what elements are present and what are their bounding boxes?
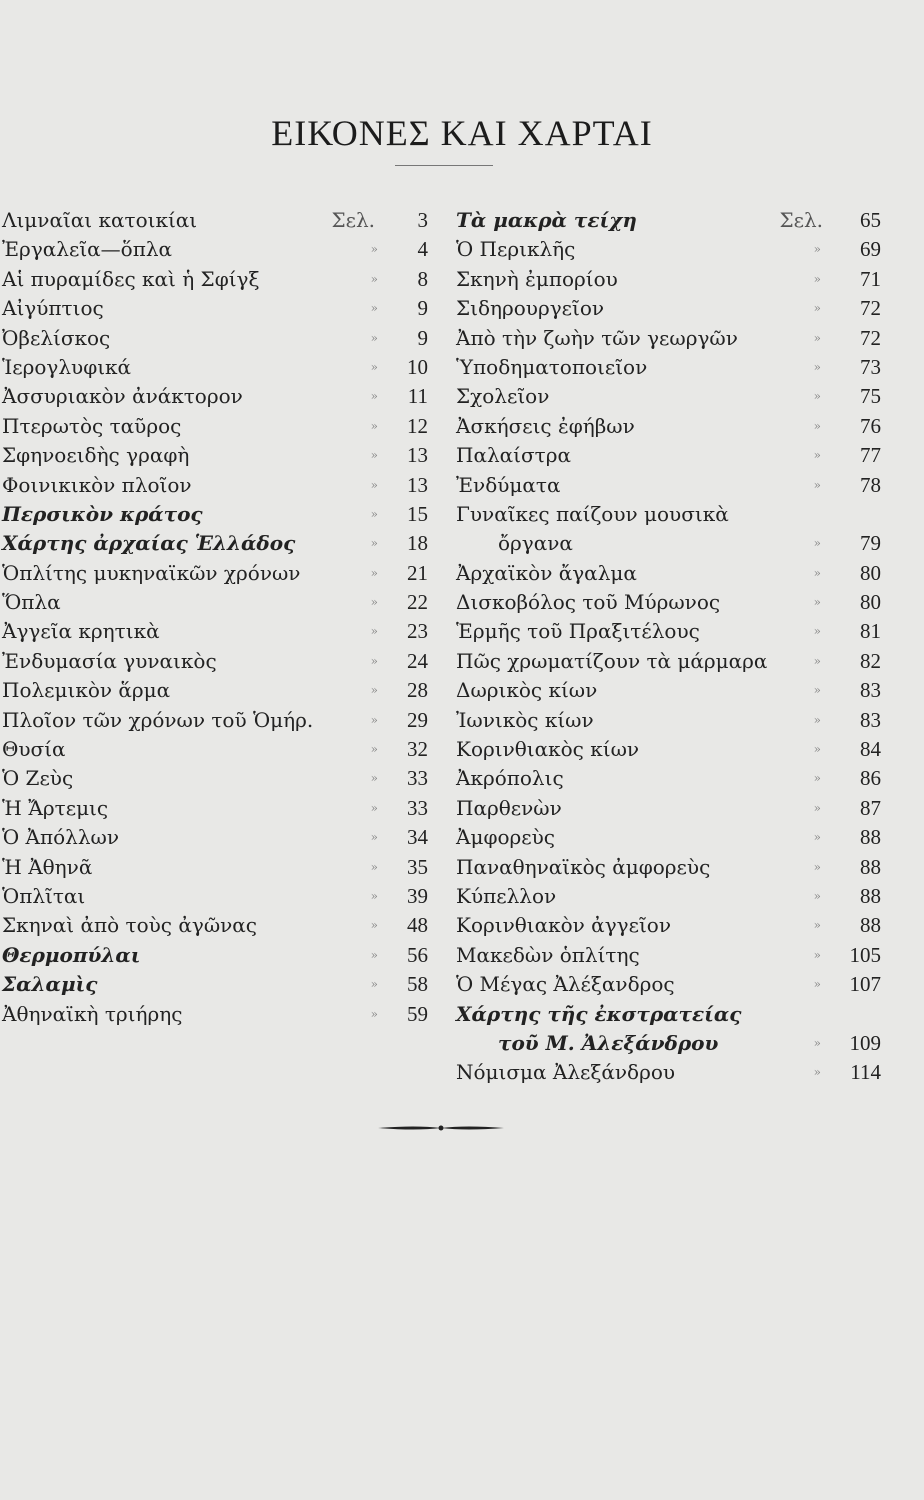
contents-entry — [456, 1000, 881, 1029]
entry-title: Κορινθιακὸν ἀγγεῖον — [456, 913, 671, 938]
contents-entry — [2, 588, 430, 617]
entry-title: Παναθηναϊκὸς ἀμφορεὺς — [456, 854, 711, 879]
page-number: 13 — [407, 472, 428, 497]
contents-entry — [2, 706, 430, 735]
ditto-mark: » — [370, 888, 378, 903]
page-number: 34 — [407, 825, 428, 850]
entry-title: Ὁ Περικλῆς — [456, 237, 576, 262]
ditto-mark: » — [813, 624, 821, 639]
ditto-mark: » — [370, 536, 378, 551]
ditto-mark: » — [813, 1065, 821, 1080]
page-number: 82 — [860, 648, 881, 673]
ditto-mark: » — [813, 918, 821, 933]
contents-entry — [456, 500, 881, 529]
page-number: 15 — [407, 501, 428, 526]
entry-title: Δωρικὸς κίων — [456, 678, 598, 703]
entry-title: Γυναῖκες παίζουν μουσικὰ — [456, 501, 729, 526]
contents-entry — [2, 617, 430, 646]
contents-left-column — [2, 206, 430, 1029]
page-number: 88 — [860, 854, 881, 879]
ditto-mark: » — [370, 448, 378, 463]
ditto-mark: » — [370, 301, 378, 316]
entry-title: Ἀσκήσεις ἐφήβων — [456, 413, 635, 438]
contents-right-column — [456, 206, 881, 1088]
contents-entry — [2, 735, 430, 764]
ditto-mark: » — [370, 771, 378, 786]
page-number: 75 — [860, 384, 881, 409]
contents-entry — [2, 794, 430, 823]
page-number: 33 — [407, 766, 428, 791]
contents-entry — [2, 324, 430, 353]
page-number: 105 — [849, 942, 881, 967]
ditto-mark: » — [813, 977, 821, 992]
ditto-mark: » — [370, 830, 378, 845]
ditto-mark: » — [813, 653, 821, 668]
ditto-mark: » — [813, 271, 821, 286]
ditto-mark: » — [813, 565, 821, 580]
ditto-mark: » — [813, 712, 821, 727]
contents-entry — [456, 559, 881, 588]
contents-entry — [2, 294, 430, 323]
contents-entry — [456, 970, 881, 999]
ditto-mark: » — [813, 888, 821, 903]
ditto-mark: » — [813, 830, 821, 845]
page-number: 72 — [860, 296, 881, 321]
page-number: 3 — [417, 208, 428, 232]
ditto-mark: » — [813, 330, 821, 345]
contents-entry — [2, 1000, 430, 1029]
entry-title: Ἀγγεῖα κρητικὰ — [2, 619, 160, 644]
contents-entry — [456, 382, 881, 411]
page-number: 77 — [860, 443, 881, 468]
ditto-mark: » — [370, 947, 378, 962]
ditto-mark: » — [370, 712, 378, 727]
ditto-mark: » — [370, 1006, 378, 1021]
page-title: ΕΙΚΟΝΕΣ ΚΑΙ ΧΑΡΤΑΙ — [271, 113, 653, 153]
page-number: 114 — [850, 1060, 881, 1085]
page-number: 8 — [417, 266, 428, 291]
contents-entry — [456, 588, 881, 617]
ditto-mark: » — [813, 859, 821, 874]
contents-entry — [456, 764, 881, 793]
contents-entry — [2, 882, 430, 911]
contents-entry — [456, 647, 881, 676]
entry-title: Ὀβελίσκος — [2, 325, 111, 350]
entry-title: Ὁ Μέγας Ἀλέξανδρος — [456, 972, 675, 997]
page-number: 78 — [860, 472, 881, 497]
page-number: 35 — [407, 854, 428, 879]
page-abbrev: Σελ. — [331, 208, 375, 232]
ditto-mark: » — [370, 859, 378, 874]
entry-title: Ἱερογλυφικά — [2, 354, 132, 379]
page-number: 4 — [417, 237, 428, 262]
entry-title: Πτερωτὸς ταῦρος — [2, 413, 182, 438]
contents-entry — [2, 647, 430, 676]
entry-title: Σχολεῖον — [456, 384, 550, 409]
page-number: 11 — [407, 384, 428, 409]
contents-entry — [2, 471, 430, 500]
ditto-mark: » — [370, 977, 378, 992]
ditto-mark: » — [813, 448, 821, 463]
ditto-mark: » — [370, 653, 378, 668]
entry-title: Ἑρμῆς τοῦ Πραξιτέλους — [456, 619, 700, 644]
page-number: 10 — [407, 354, 428, 379]
page-number: 21 — [407, 560, 428, 585]
ditto-mark: » — [813, 947, 821, 962]
entry-title: Ἰωνικὸς κίων — [456, 707, 594, 732]
ditto-mark: » — [813, 301, 821, 316]
title-divider — [395, 165, 493, 166]
entry-title: Ἀσσυριακὸν ἀνάκτορον — [2, 384, 243, 409]
page-number: 24 — [407, 648, 428, 673]
entry-title: Τὰ μακρὰ τείχη — [456, 208, 637, 232]
contents-entry — [456, 1029, 881, 1058]
ditto-mark: » — [370, 918, 378, 933]
entry-title: Ἀκρόπολις — [456, 766, 564, 791]
page-abbrev: Σελ. — [779, 208, 823, 232]
ditto-mark: » — [813, 683, 821, 698]
page-number: 80 — [860, 590, 881, 615]
ditto-mark: » — [813, 477, 821, 492]
contents-entry — [456, 676, 881, 705]
contents-entry — [2, 970, 430, 999]
ditto-mark: » — [813, 1035, 821, 1050]
end-ornament — [376, 1122, 506, 1134]
page-number: 18 — [407, 531, 428, 556]
page-number: 59 — [407, 1001, 428, 1026]
contents-entry — [456, 706, 881, 735]
contents-entry — [456, 441, 881, 470]
ditto-mark: » — [813, 800, 821, 815]
entry-title: Ἐνδυμασία γυναικὸς — [2, 648, 217, 673]
entry-title: Φοινικικὸν πλοῖον — [2, 472, 192, 497]
contents-entry — [2, 529, 430, 558]
entry-title: Ὁπλίτης μυκηναϊκῶν χρόνων — [2, 560, 301, 585]
entry-title: Αἰγύπτιος — [2, 296, 104, 321]
entry-title: Σιδηρουργεῖον — [456, 296, 605, 321]
page-number: 83 — [860, 678, 881, 703]
contents-entry — [456, 735, 881, 764]
contents-entry — [2, 206, 430, 235]
entry-title: Πολεμικὸν ἅρμα — [2, 678, 171, 703]
page-number: 39 — [407, 883, 428, 908]
entry-title: Κορινθιακὸς κίων — [456, 737, 640, 762]
page-number: 9 — [417, 296, 428, 321]
entry-title: Λιμναῖαι κατοικίαι — [2, 208, 198, 232]
entry-title: Περσικὸν κράτος — [2, 501, 203, 526]
entry-title: Πλοῖον τῶν χρόνων τοῦ Ὁμήρ. — [2, 707, 314, 732]
contents-entry — [456, 823, 881, 852]
contents-entry — [2, 676, 430, 705]
contents-entry — [2, 911, 430, 940]
page-number: 72 — [860, 325, 881, 350]
page-number: 109 — [849, 1030, 881, 1055]
ditto-mark: » — [370, 477, 378, 492]
entry-title: Αἱ πυραμίδες καὶ ἡ Σφίγξ — [2, 266, 260, 291]
page-number: 56 — [407, 942, 428, 967]
entry-title: Ἐνδύματα — [456, 472, 561, 497]
contents-entry — [456, 265, 881, 294]
page-number: 9 — [417, 325, 428, 350]
ditto-mark: » — [370, 742, 378, 757]
contents-entry — [2, 941, 430, 970]
ditto-mark: » — [813, 418, 821, 433]
entry-title: Θερμοπύλαι — [2, 942, 141, 967]
contents-entry — [2, 353, 430, 382]
entry-title: Σαλαμὶς — [2, 972, 98, 997]
entry-title: Ὑποδηματοποιεῖον — [456, 354, 648, 379]
page-number: 80 — [860, 560, 881, 585]
entry-title: Πῶς χρωματίζουν τὰ μάρμαρα — [456, 648, 768, 673]
contents-entry — [456, 941, 881, 970]
entry-title: Ὁπλῖται — [2, 883, 86, 908]
entry-title: Ἀμφορεὺς — [456, 825, 555, 850]
page-number: 69 — [860, 237, 881, 262]
contents-entry — [2, 559, 430, 588]
contents-entry — [2, 764, 430, 793]
page-number: 71 — [860, 266, 881, 291]
entry-title: Μακεδὼν ὁπλίτης — [456, 942, 640, 967]
entry-title: Σκηναὶ ἀπὸ τοὺς ἀγῶνας — [2, 913, 257, 938]
page-number: 33 — [407, 795, 428, 820]
ditto-mark: » — [370, 683, 378, 698]
contents-entry — [2, 235, 430, 264]
contents-entry — [456, 294, 881, 323]
contents-entry — [2, 823, 430, 852]
page-number: 84 — [860, 737, 881, 762]
ditto-mark: » — [370, 242, 378, 257]
page-number: 76 — [860, 413, 881, 438]
contents-entry — [456, 529, 881, 558]
contents-entry — [456, 412, 881, 441]
contents-entry — [456, 353, 881, 382]
ditto-mark: » — [370, 624, 378, 639]
contents-entry — [456, 911, 881, 940]
ditto-mark: » — [813, 595, 821, 610]
entry-title: Ἐργαλεῖα—ὅπλα — [2, 237, 173, 262]
entry-title: Σφηνοειδὴς γραφὴ — [2, 443, 190, 468]
entry-title: Σκηνὴ ἐμπορίου — [456, 266, 618, 291]
entry-title: ὄργανα — [498, 531, 573, 556]
ditto-mark: » — [370, 595, 378, 610]
ditto-mark: » — [370, 565, 378, 580]
page-number: 23 — [407, 619, 428, 644]
entry-title: Ἀρχαϊκὸν ἄγαλμα — [456, 560, 637, 585]
entry-title: Ὅπλα — [2, 590, 61, 615]
page-number: 88 — [860, 883, 881, 908]
contents-entry — [456, 617, 881, 646]
contents-entry — [456, 235, 881, 264]
page-number: 81 — [860, 619, 881, 644]
ditto-mark: » — [370, 389, 378, 404]
ditto-mark: » — [370, 418, 378, 433]
entry-title: Δισκοβόλος τοῦ Μύρωνος — [456, 590, 721, 615]
entry-title: τοῦ Μ. Ἀλεξάνδρου — [498, 1030, 719, 1055]
contents-entry — [456, 471, 881, 500]
page-number: 22 — [407, 590, 428, 615]
ditto-mark: » — [813, 242, 821, 257]
entry-title: Ἀθηναϊκὴ τριήρης — [2, 1001, 183, 1026]
page-number: 88 — [860, 825, 881, 850]
contents-entry — [456, 324, 881, 353]
contents-entry — [456, 853, 881, 882]
page-number: 28 — [407, 678, 428, 703]
ditto-mark: » — [813, 536, 821, 551]
entry-title: Ἡ Ἄρτεμις — [2, 795, 109, 820]
entry-title: Ἡ Ἀθηνᾶ — [2, 854, 93, 879]
entry-title: Θυσία — [2, 737, 66, 762]
ditto-mark: » — [370, 506, 378, 521]
contents-entry — [2, 441, 430, 470]
page-number: 83 — [860, 707, 881, 732]
entry-title: Κύπελλον — [456, 883, 557, 908]
ditto-mark: » — [813, 742, 821, 757]
ditto-mark: » — [370, 359, 378, 374]
page-number: 88 — [860, 913, 881, 938]
page-number: 79 — [860, 531, 881, 556]
entry-title: Παρθενὼν — [456, 795, 562, 820]
contents-entry — [2, 382, 430, 411]
entry-title: Παλαίστρα — [456, 443, 571, 468]
entry-title: Νόμισμα Ἀλεξάνδρου — [456, 1060, 676, 1085]
ditto-mark: » — [813, 389, 821, 404]
page-number: 87 — [860, 795, 881, 820]
ditto-mark: » — [370, 330, 378, 345]
contents-entry — [2, 500, 430, 529]
ditto-mark: » — [370, 800, 378, 815]
contents-entry — [456, 1058, 881, 1087]
contents-entry — [456, 882, 881, 911]
ditto-mark: » — [813, 359, 821, 374]
page-number: 13 — [407, 443, 428, 468]
contents-entry — [2, 853, 430, 882]
contents-entry — [2, 412, 430, 441]
entry-title: Χάρτης τῆς ἐκστρατείας — [456, 1001, 742, 1026]
page-number: 73 — [860, 354, 881, 379]
contents-entry — [456, 206, 881, 235]
ditto-mark: » — [813, 771, 821, 786]
page-number: 29 — [407, 707, 428, 732]
entry-title: Ἀπὸ τὴν ζωὴν τῶν γεωργῶν — [456, 325, 738, 350]
page-number: 48 — [407, 913, 428, 938]
page-number: 65 — [860, 208, 881, 232]
contents-entry — [456, 794, 881, 823]
page-number: 32 — [407, 737, 428, 762]
page-number: 58 — [407, 972, 428, 997]
entry-title: Ὁ Ζεὺς — [2, 766, 74, 791]
ditto-mark: » — [370, 271, 378, 286]
contents-entry — [2, 265, 430, 294]
page-number: 12 — [407, 413, 428, 438]
page-number: 86 — [860, 766, 881, 791]
entry-title: Χάρτης ἀρχαίας Ἑλλάδος — [2, 531, 296, 556]
entry-title: Ὁ Ἀπόλλων — [2, 825, 119, 850]
page-number: 107 — [849, 972, 881, 997]
